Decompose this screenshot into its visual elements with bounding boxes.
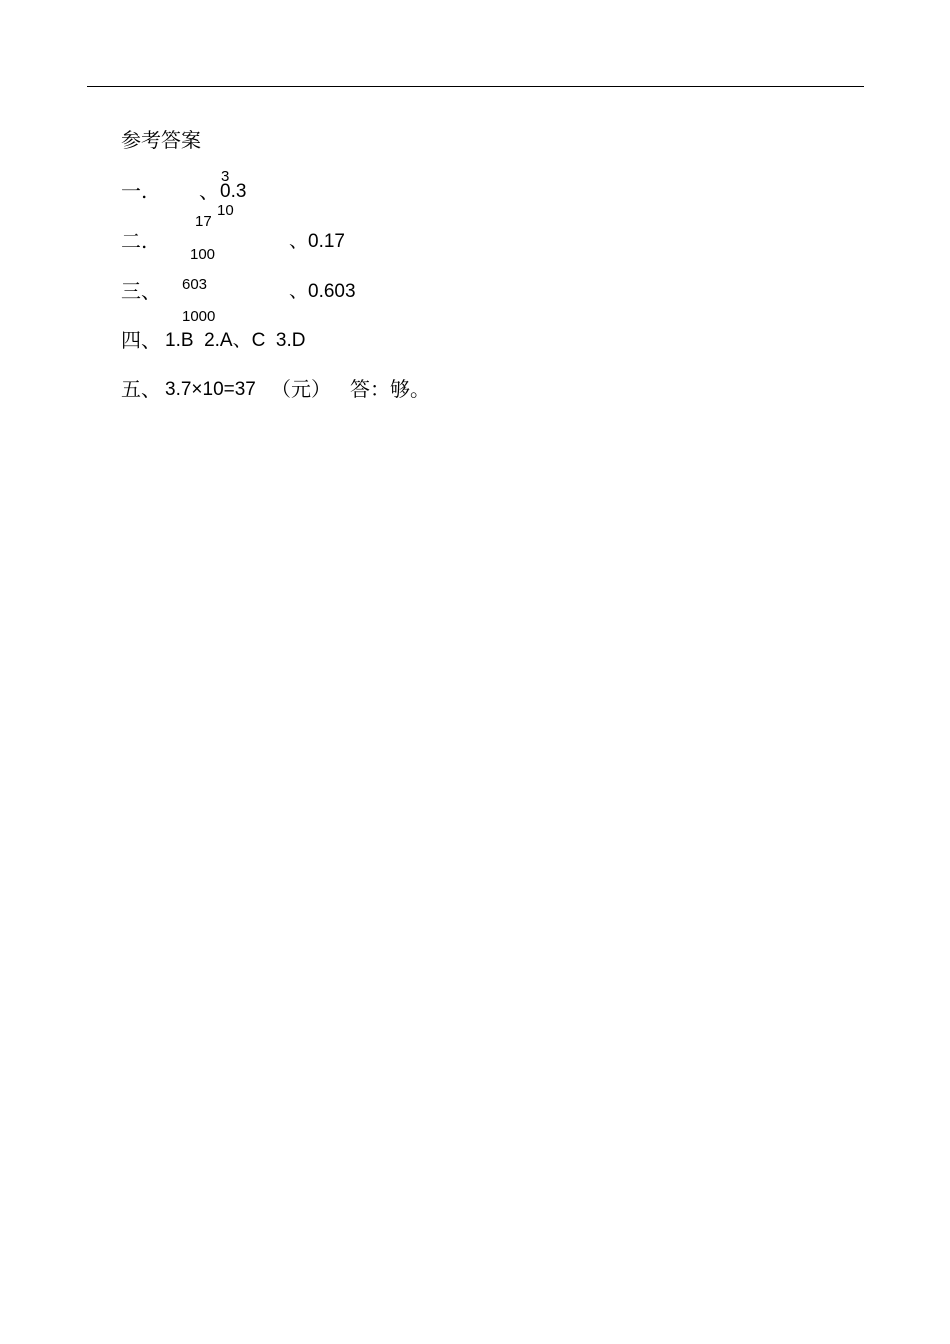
page-title: 参考答案	[121, 128, 201, 152]
q4-answers: 1.B 2.A、C 3.D	[165, 330, 306, 351]
q3-decimal: 、0.603	[289, 281, 356, 302]
q1-fraction-numerator: 3	[221, 168, 230, 185]
q3-fraction-denominator: 1000	[182, 308, 216, 325]
q3-prefix: 三、	[121, 279, 161, 303]
q4-prefix: 四、	[121, 328, 161, 352]
q1-decimal: 0.3	[220, 181, 247, 202]
q3-fraction-numerator: 603	[182, 276, 208, 293]
q5-equation: 3.7×10=37	[165, 379, 256, 400]
q2-prefix: 二.	[121, 229, 148, 253]
q2-decimal: 、0.17	[289, 231, 345, 252]
q2-fraction-denominator: 100	[190, 246, 216, 263]
q5-unit: （元）	[271, 377, 331, 401]
q1-prefix: 一.	[121, 179, 148, 203]
q1-separator: 、	[199, 179, 219, 203]
header-rule	[87, 86, 864, 87]
q5-answer: 答：够。	[350, 377, 430, 401]
q5-prefix: 五、	[121, 377, 161, 401]
q1-fraction-denominator: 10	[217, 202, 234, 219]
q2-fraction-numerator: 17	[195, 213, 212, 230]
